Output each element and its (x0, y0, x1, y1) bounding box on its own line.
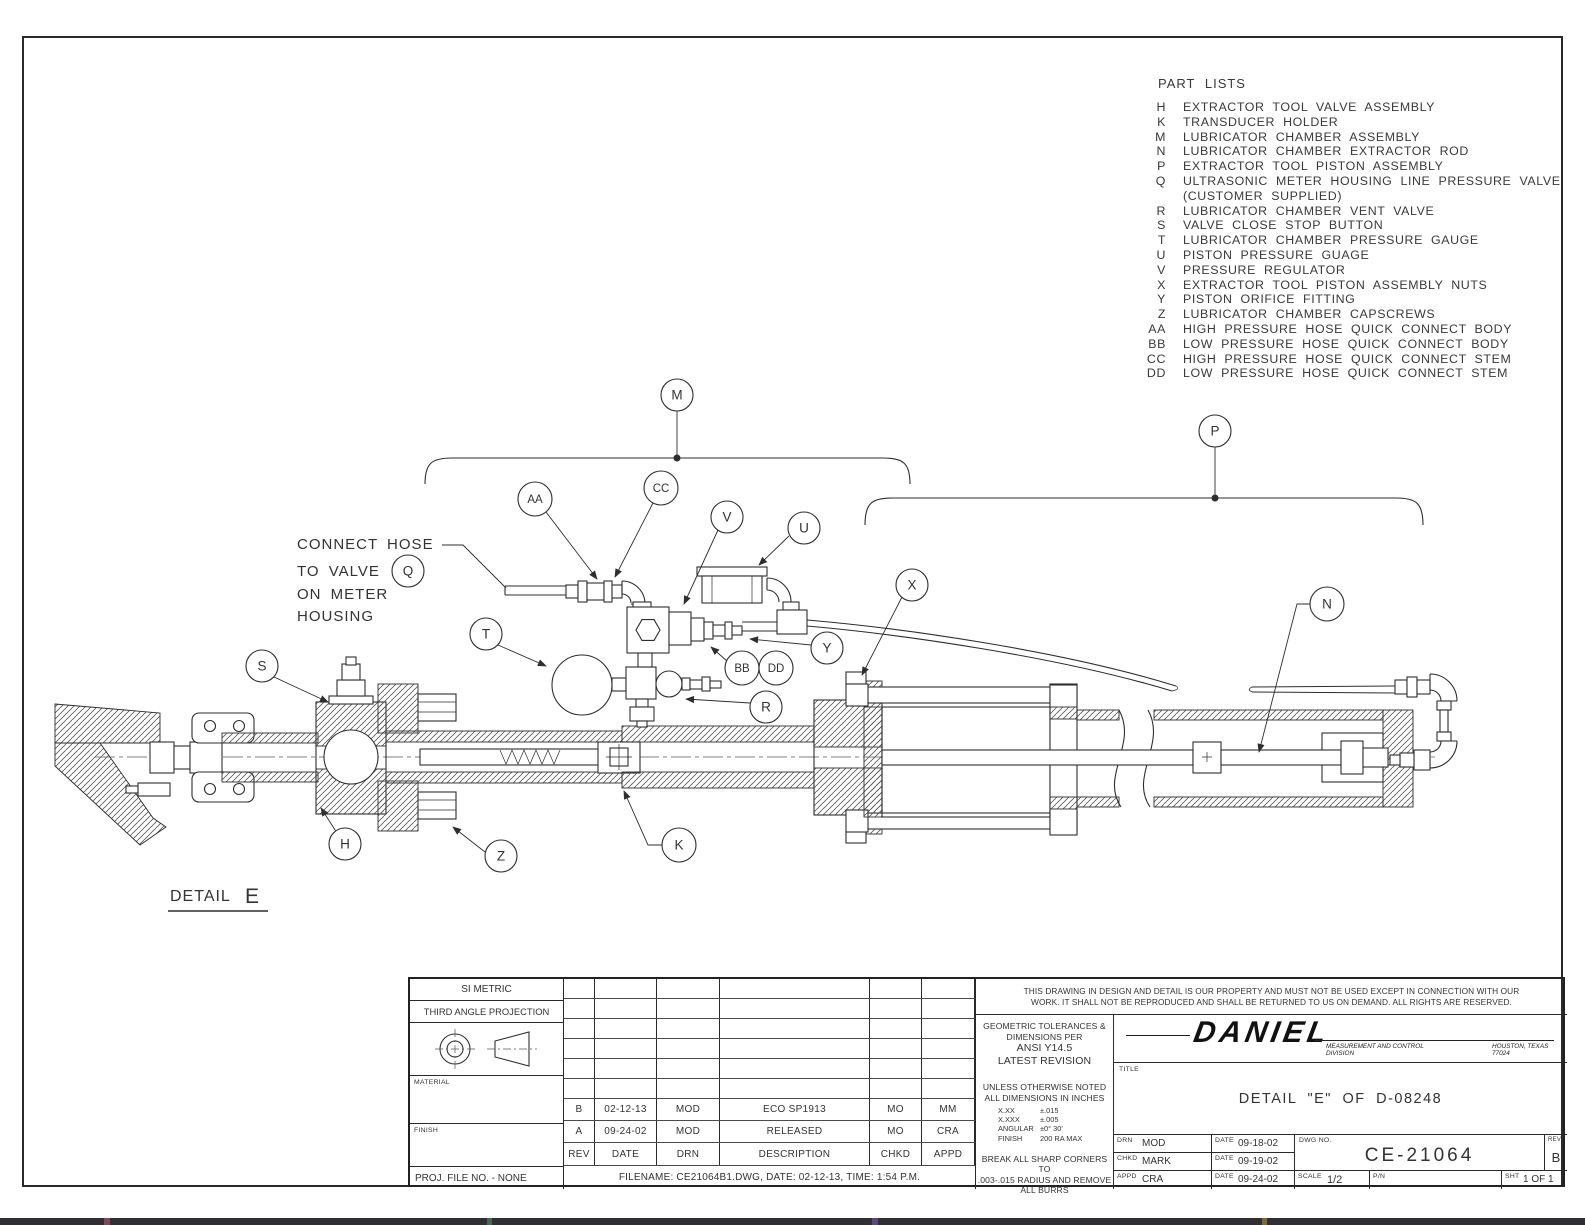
leader-N (1259, 604, 1310, 752)
balloon-label-Y: Y (822, 640, 832, 656)
balloon-label-DD: DD (767, 663, 785, 675)
part-list-item: S VALVE CLOSE STOP BUTTON (1157, 218, 1384, 233)
revision-row (564, 1079, 975, 1099)
pressure-gauge-t (552, 655, 612, 715)
part-list-item: Z LUBRICATOR CHAMBER CAPSCREWS (1157, 307, 1436, 322)
revision-row (564, 1059, 975, 1079)
proj-file-cell: PROJ. FILE NO. - NONE (410, 1167, 564, 1189)
balloon-label-CC: CC (652, 483, 670, 495)
part-list-item: M LUBRICATOR CHAMBER ASSEMBLY (1155, 129, 1420, 144)
part-list-item: H EXTRACTOR TOOL VALVE ASSEMBLY (1156, 100, 1436, 114)
part-list-item: V PRESSURE REGULATOR (1157, 262, 1346, 277)
part-list-item: U PISTON PRESSURE GUAGE (1156, 247, 1370, 262)
assembly-graphics (55, 455, 1457, 846)
balloon-label-H: H (340, 836, 350, 852)
leader-Z (453, 827, 485, 852)
note-line-1: CONNECT HOSE (297, 536, 434, 553)
part-list-item: (CUSTOMER SUPPLIED) (1183, 188, 1343, 203)
part-list-item: Y PISTON ORIFICE FITTING (1157, 292, 1356, 307)
sht-cell: SHT 1 OF 1 (1505, 1173, 1554, 1185)
balloon-label-Z: Z (496, 848, 506, 864)
leader-CC (615, 503, 653, 577)
balloon-label-V: V (722, 509, 732, 525)
note-line-2: TO VALVE (297, 563, 380, 580)
balloon-label-S: S (257, 658, 267, 674)
revision-row: B 02-12-13 MOD ECO SP1913 MO MM (564, 1099, 975, 1121)
revision-row (564, 999, 975, 1019)
si-metric-cell: SI METRIC (410, 979, 564, 1001)
bracket-p (865, 498, 1423, 525)
balloon-label-BB: BB (734, 663, 750, 675)
drn-cell: DRN MOD (1114, 1135, 1212, 1153)
leader-R (686, 699, 750, 703)
valve-ball (324, 730, 378, 784)
balloon-label-X: X (907, 577, 917, 593)
leader-S (274, 677, 328, 702)
detail-letter: E (245, 885, 261, 908)
part-list-title: PART LISTS (1158, 76, 1246, 91)
appd-date-cell: DATE 09-24-02 (1212, 1171, 1295, 1189)
pn-cell: P/N (1370, 1171, 1502, 1189)
meter-housing-nozzle (55, 704, 160, 743)
rev-cell: REV B (1545, 1135, 1567, 1171)
balloon-label-AA: AA (527, 494, 543, 506)
part-list-item: R LUBRICATOR CHAMBER VENT VALVE (1156, 203, 1435, 218)
logo-band (1114, 1015, 1567, 1063)
signoff-area (1114, 1135, 1567, 1189)
balloon-label-T: T (481, 626, 491, 642)
leader-U (759, 536, 789, 565)
division-text: MEASUREMENT AND CONTROL DIVISION (1326, 1043, 1424, 1058)
revision-row: REV DATE DRN DESCRIPTION CHKD APPD (564, 1143, 975, 1166)
part-list-item: P EXTRACTOR TOOL PISTON ASSEMBLY (1157, 159, 1444, 174)
scale-cell: SCALE 1/2 (1295, 1171, 1370, 1189)
part-list-item: N LUBRICATOR CHAMBER EXTRACTOR ROD (1156, 144, 1469, 159)
dwg-no: CE-21064 (1364, 1145, 1475, 1166)
leader-BB (711, 647, 727, 661)
balloon-label-R: R (761, 699, 771, 715)
part-list-item: CC HIGH PRESSURE HOSE QUICK CONNECT STEM (1146, 351, 1512, 366)
title-block (408, 977, 1565, 1196)
leader-T (498, 645, 546, 666)
balloon-label-N: N (1322, 596, 1332, 612)
scan-artifact-strip (0, 1218, 1585, 1225)
disclaimer: THIS DRAWING IN DESIGN AND DETAIL IS OUR PROPERTY AND MUST NOT BE USED EXCEPT IN CONNECTION WITH OUR WORK. IT SHALL NOT BE REPRODUCED AND SHALL BE RETURNED TO US ON DEMAND. ALL RIGHTS ARE RESERVED. (975, 979, 1567, 1015)
dwg-no-cell: DWG NO. CE-21064 (1295, 1135, 1545, 1171)
detail-label: DETAIL (170, 888, 231, 905)
chkd-date-cell: DATE 09-19-02 (1212, 1153, 1295, 1171)
balloon-label-Q: Q (402, 563, 414, 579)
daniel-logo: DANIEL (1191, 1016, 1333, 1049)
third-angle-icon (417, 1025, 557, 1073)
part-list-item: X EXTRACTOR TOOL PISTON ASSEMBLY NUTS (1157, 277, 1488, 292)
drn-date-cell: DATE 09-18-02 (1212, 1135, 1295, 1153)
leader-K (624, 791, 662, 845)
revision-row (564, 1019, 975, 1039)
tolerance-values: X.XX ±.015 X.XXX ±.005 ANGULAR ±0° 30' FINISH 200 RA MAX (998, 1106, 1083, 1143)
chkd-cell: CHKD MARK (1114, 1153, 1212, 1171)
part-list-item: T LUBRICATOR CHAMBER PRESSURE GAUGE (1157, 233, 1479, 248)
leader-AA (546, 512, 597, 579)
appd-cell: APPD CRA (1114, 1171, 1212, 1189)
part-list-item: BB LOW PRESSURE HOSE QUICK CONNECT BODY (1148, 336, 1509, 351)
note-line-3: ON METER (297, 586, 389, 603)
drawing-title: DETAIL "E" OF D-08248 (1238, 1091, 1443, 1107)
third-angle-cell: THIRD ANGLE PROJECTION (410, 1001, 564, 1023)
note-leader (442, 545, 506, 588)
revision-row: A 09-24-02 MOD RELEASED MO CRA (564, 1121, 975, 1143)
leader-Y (750, 639, 811, 645)
revision-row (564, 1039, 975, 1059)
material-cell: MATERIAL (410, 1076, 564, 1124)
revision-row (564, 979, 975, 999)
balloon-label-U: U (799, 520, 809, 536)
revision-table (564, 979, 975, 1189)
part-list-item: AA HIGH PRESSURE HOSE QUICK CONNECT BODY (1148, 321, 1513, 336)
part-list-item: DD LOW PRESSURE HOSE QUICK CONNECT STEM (1146, 366, 1509, 381)
projection-symbol (410, 1023, 564, 1076)
tolerance-block: GEOMETRIC TOLERANCES & DIMENSIONS PER ANSI Y14.5 LATEST REVISION UNLESS OTHERWISE NOTED ALL DIMENSIONS IN INCHES X.XX ±.015 X.XXX ±.005 ANGULAR ±0° 30' FINISH 200 RA MAX BREAK ALL SHARP CORNERS TO .003-.015 RADIUS AND REMOVE ALL BURRS (975, 1015, 1114, 1189)
balloon-label-K: K (674, 837, 684, 853)
finish-cell: FINISH (410, 1124, 564, 1167)
balloon-label-P: P (1210, 423, 1220, 439)
part-list-item: K TRANSDUCER HOLDER (1157, 114, 1339, 129)
part-list-item: Q ULTRASONIC METER HOUSING LINE PRESSURE VALVE (1155, 173, 1561, 188)
filename-row: FILENAME: CE21064B1.DWG, DATE: 02-12-13, TIME: 1:54 P.M. (618, 1172, 921, 1183)
extractor-rod (882, 750, 1193, 765)
note-line-4: HOUSING (297, 608, 375, 625)
balloon-label-M: M (671, 387, 683, 403)
city-text: HOUSTON, TEXAS 77024 (1492, 1043, 1549, 1058)
vent-valve-ball (656, 671, 682, 697)
title-band: TITLE DETAIL "E" OF D-08248 (1114, 1063, 1567, 1135)
